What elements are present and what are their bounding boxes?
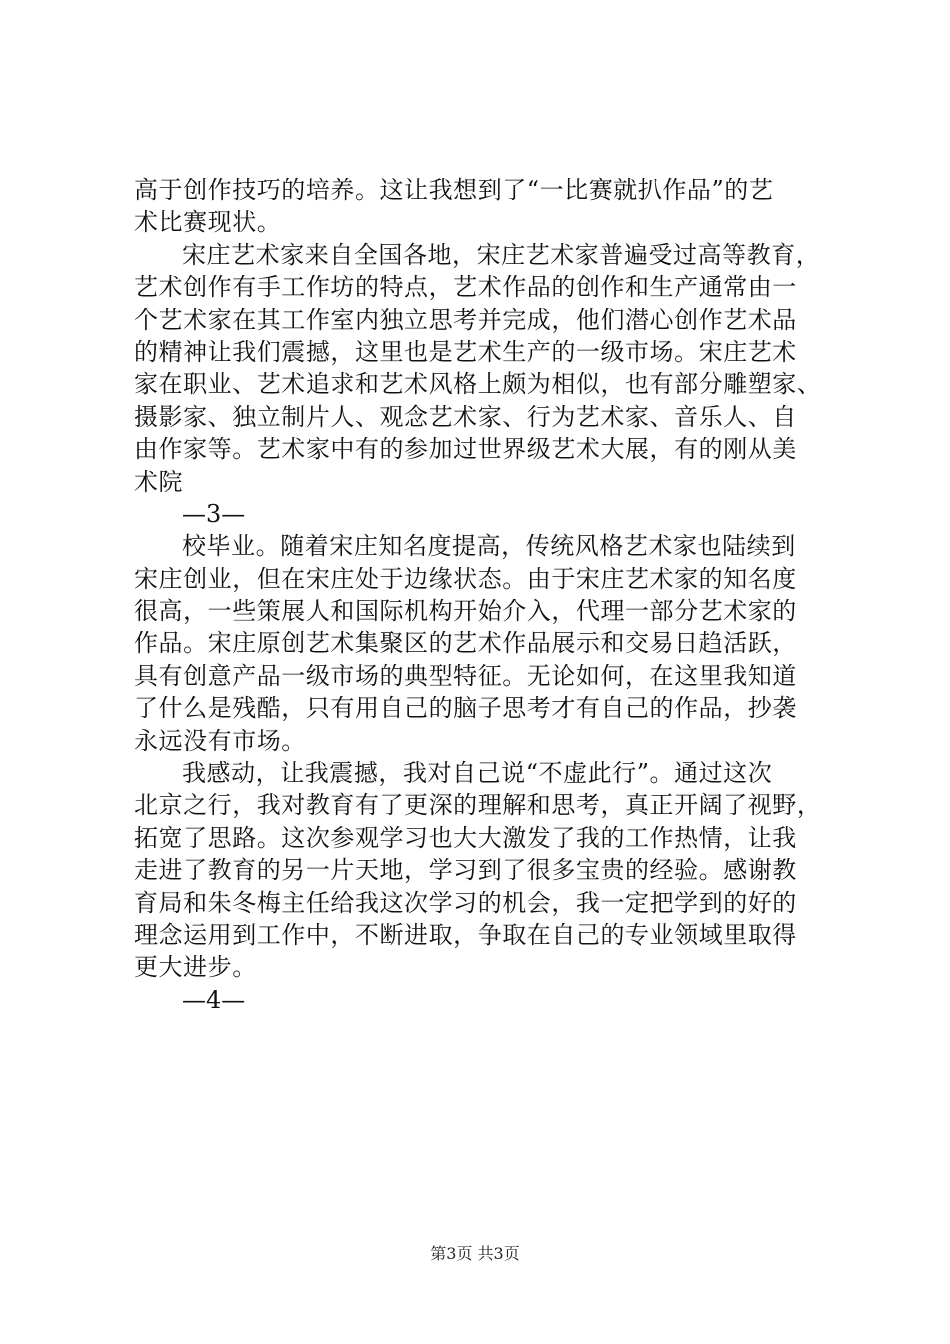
text-line: 更大进步。 — [134, 953, 257, 982]
paragraph-start-line: 宋庄艺术家来自全国各地，宋庄艺术家普遍受过高等教育， — [182, 240, 821, 269]
text-line: 理念运用到工作中，不断进取，争取在自己的专业领域里取得 — [134, 920, 797, 949]
inline-page-marker: —3— — [182, 499, 246, 528]
text-line: 具有创意产品一级市场的典型特征。无论如何，在这里我知道 — [134, 661, 797, 690]
text-line: 永远没有市场。 — [134, 726, 306, 755]
text-line: 艺术创作有手工作坊的特点，艺术作品的创作和生产通常由一 — [134, 273, 797, 302]
text-line: 育局和朱冬梅主任给我这次学习的机会，我一定把学到的好的 — [134, 888, 797, 917]
text-line: 很高，一些策展人和国际机构开始介入，代理一部分艺术家的 — [134, 597, 797, 626]
text-line: 拓宽了思路。这次参观学习也大大激发了我的工作热情，让我 — [134, 823, 797, 852]
text-line: 走进了教育的另一片天地，学习到了很多宝贵的经验。感谢教 — [134, 856, 797, 885]
text-line: 由作家等。艺术家中有的参加过世界级艺术大展，有的刚从美 — [134, 435, 797, 464]
text-line: 术院 — [134, 467, 184, 496]
inline-page-marker: —4— — [182, 985, 246, 1014]
page-footer: 第3页 共3页 — [430, 1244, 520, 1263]
text-line: 作品。宋庄原创艺术集聚区的艺术作品展示和交易日趋活跃， — [134, 629, 797, 658]
text-line: 宋庄创业，但在宋庄处于边缘状态。由于宋庄艺术家的知名度 — [134, 564, 797, 593]
text-line: 家在职业、艺术追求和艺术风格上颇为相似，也有部分雕塑家、 — [134, 370, 822, 399]
document-body — [134, 174, 834, 1016]
text-line: 高于创作技巧的培养。这让我想到了“一比赛就扒作品”的艺 — [134, 176, 774, 204]
text-line: 北京之行，我对教育有了更深的理解和思考，真正开阔了视野， — [134, 791, 822, 820]
text-line: 术比赛现状。 — [134, 208, 282, 237]
paragraph-start-line: 校毕业。随着宋庄知名度提高，传统风格艺术家也陆续到 — [182, 532, 796, 561]
text-line: 了什么是残酷，只有用自己的脑子思考才有自己的作品，抄袭 — [134, 694, 797, 723]
paragraph-start-line: 我感动，让我震撼，我对自己说“不虚此行”。通过这次 — [182, 759, 773, 788]
text-line: 摄影家、独立制片人、观念艺术家、行为艺术家、音乐人、自 — [134, 402, 797, 431]
text-line: 个艺术家在其工作室内独立思考并完成，他们潜心创作艺术品 — [134, 305, 797, 334]
text-line: 的精神让我们震撼，这里也是艺术生产的一级市场。宋庄艺术 — [134, 337, 797, 366]
